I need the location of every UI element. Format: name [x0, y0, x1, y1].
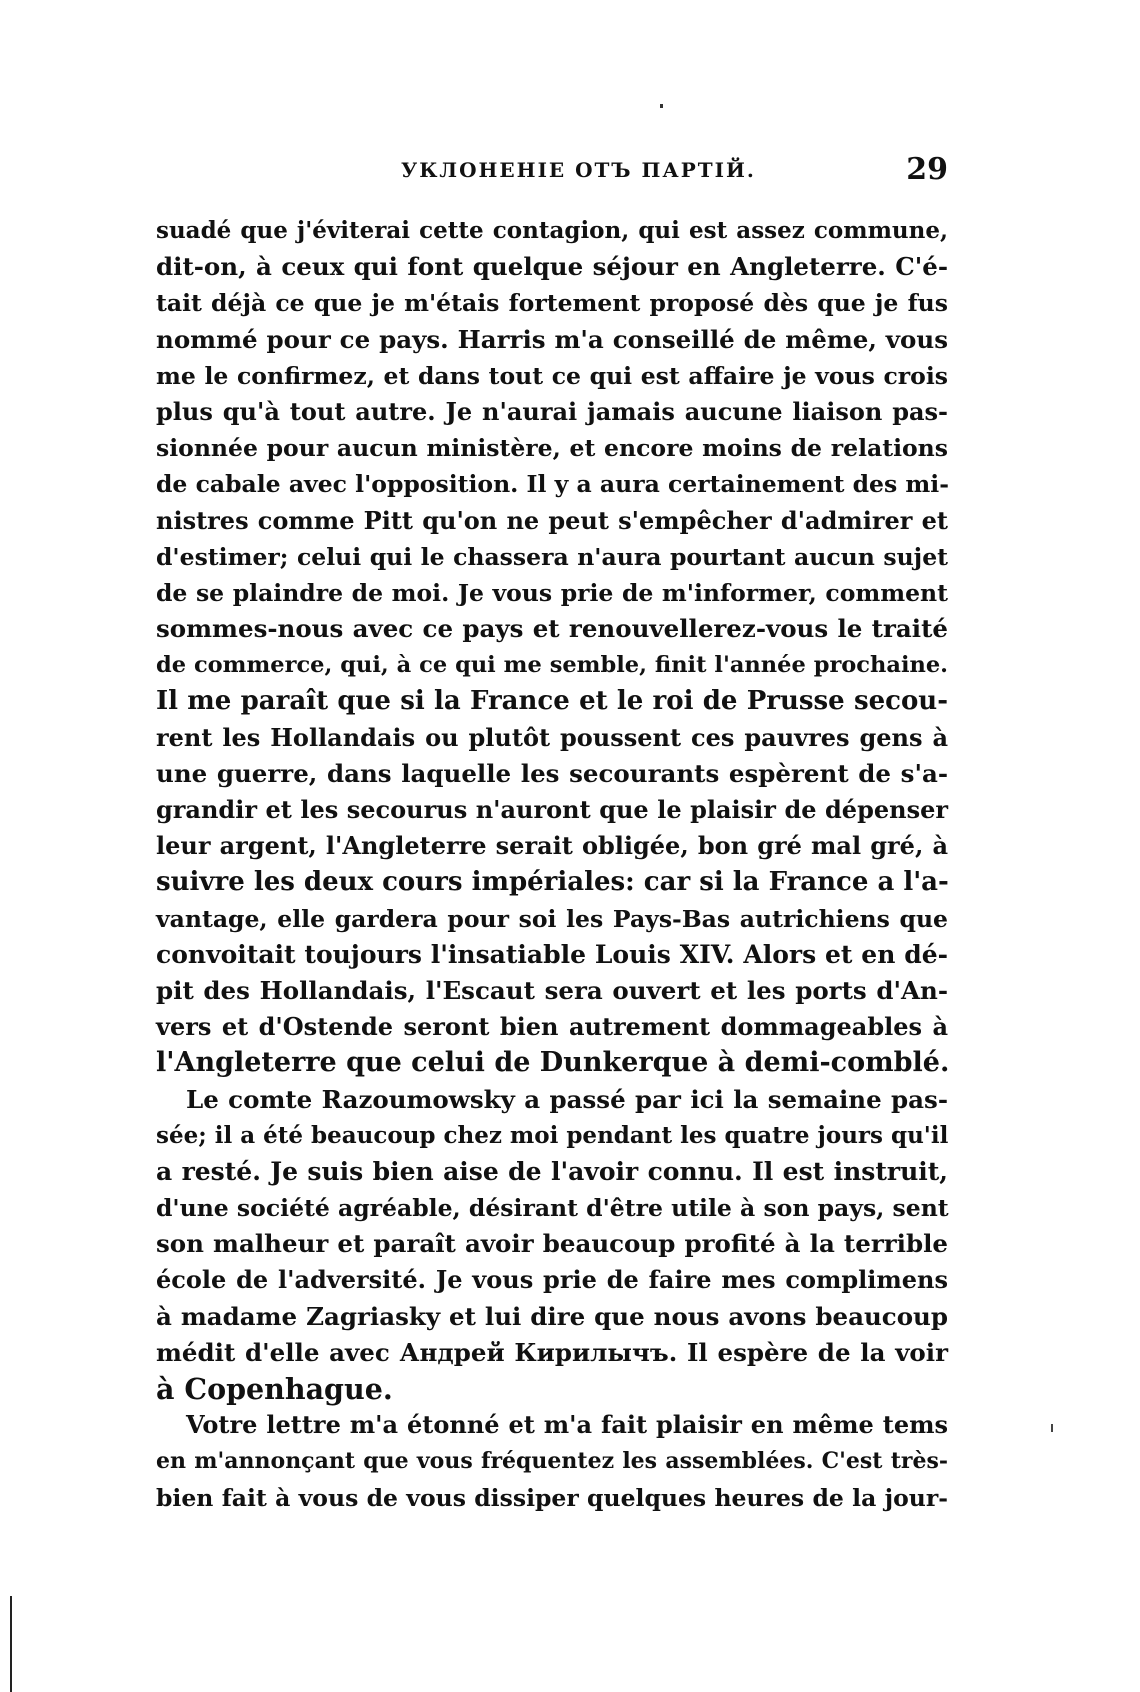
text-line: d'une société agréable, désirant d'être utile à son pays, sent	[156, 1194, 949, 1223]
text-line: médit d'elle avec Андрей Кирилычъ. Il espère de la voir	[156, 1337, 948, 1367]
text-line: de commerce, qui, à ce qui me semble, finit l'année prochaine.	[156, 652, 948, 679]
text-line: dit-on, à ceux qui font quelque séjour en Angleterre. C'é-	[156, 252, 948, 282]
text-line: sée; il a été beaucoup chez moi pendant les quatre jours qu'il	[156, 1121, 949, 1149]
text-line: Votre lettre m'a étonné et m'a fait plaisir en même tems	[186, 1410, 948, 1440]
text-line: suadé que j'éviterai cette contagion, qui est assez commune,	[156, 217, 948, 244]
print-speck	[1051, 1424, 1053, 1432]
text-line: tait déjà ce que je m'étais fortement proposé dès que je fus	[156, 289, 948, 318]
text-line: Le comte Razoumowsky a passé par ici la semaine pas-	[186, 1084, 948, 1114]
text-line: nistres comme Pitt qu'on ne peut s'empêcher d'admirer et	[156, 505, 948, 535]
text-line: sionnée pour aucun ministère, et encore moins de relations	[156, 434, 948, 463]
text-line: vantage, elle gardera pour soi les Pays-Bas autrichiens que	[156, 904, 948, 933]
text-line: d'estimer; celui qui le chassera n'aura pourtant aucun sujet	[156, 542, 948, 571]
text-line: en m'annonçant que vous fréquentez les assemblées. C'est très-	[156, 1448, 948, 1475]
text-line: son malheur et paraît avoir beaucoup profité à la terrible	[156, 1229, 948, 1259]
page-number: 29	[906, 152, 948, 187]
body-text	[156, 213, 948, 1516]
text-line: grandir et les secourus n'auront que le plaisir de dépenser	[156, 795, 948, 824]
print-speck	[660, 104, 663, 108]
text-line: a resté. Je suis bien aise de l'avoir connu. Il est instruit,	[156, 1156, 948, 1186]
text-line: me le confirmez, et dans tout ce qui est affaire je vous crois	[156, 361, 948, 390]
text-line: école de l'adversité. Je vous prie de faire mes complimens	[156, 1265, 948, 1295]
text-line: à Copenhague.	[156, 1372, 393, 1406]
scan-edge-line	[10, 1596, 12, 1692]
text-line: l'Angleterre que celui de Dunkerque à demi-comblé.	[156, 1047, 950, 1079]
text-line: rent les Hollandais ou plutôt poussent ces pauvres gens à	[156, 722, 948, 752]
text-line: bien fait à vous de vous dissiper quelques heures de la jour-	[156, 1483, 948, 1512]
text-line: une guerre, dans laquelle les secourants espèrent de s'a-	[156, 758, 948, 788]
text-line: Il me paraît que si la France et le roi de Prusse secou-	[156, 686, 948, 717]
text-line: suivre les deux cours impériales: car si la France a l'a-	[156, 867, 949, 898]
text-line: nommé pour ce pays. Harris m'a conseillé de même, vous	[156, 324, 948, 354]
text-line: de cabale avec l'opposition. Il y a aura certainement des mi-	[156, 470, 949, 499]
running-head	[156, 152, 948, 192]
running-title: УКЛОНЕНІЕ ОТЪ ПАРТІЙ.	[401, 158, 756, 182]
text-line: leur argent, l'Angleterre serait obligée, bon gré mal gré, à	[156, 831, 948, 861]
text-line: sommes-nous avec ce pays et renouvellerez-vous le traité	[156, 614, 948, 644]
text-line: à madame Zagriasky et lui dire que nous avons beaucoup	[156, 1301, 948, 1331]
text-line: plus qu'à tout autre. Je n'aurai jamais aucune liaison pas-	[156, 396, 948, 426]
text-line: pit des Hollandais, l'Escaut sera ouvert et les ports d'An-	[156, 975, 948, 1005]
text-line: vers et d'Ostende seront bien autrement dommageables à	[156, 1012, 948, 1042]
text-line: convoitait toujours l'insatiable Louis XIV. Alors et en dé-	[156, 939, 948, 969]
text-line: de se plaindre de moi. Je vous prie de m'informer, comment	[156, 578, 948, 607]
